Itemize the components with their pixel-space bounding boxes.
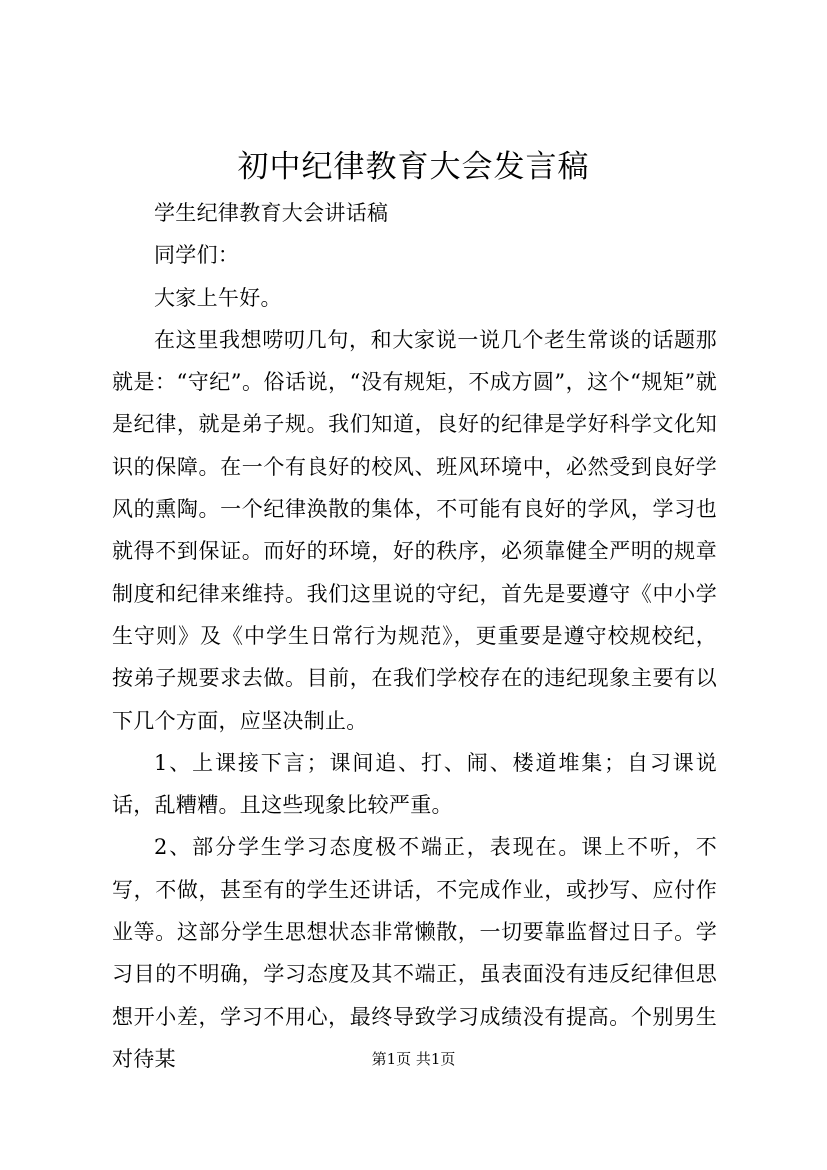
- document-title: 初中纪律教育大会发言稿: [237, 149, 590, 185]
- page-number: 第1页 共1页: [371, 1050, 456, 1068]
- paragraph-introduction: 在这里我想唠叨几句，和大家说一说几个老生常谈的话题那就是：“守纪”。俗话说，“没有规矩，不成方圆”，这个“规矩”就是纪律，就是弟子规。我们知道，良好的纪律是学好科学文化知识的保障。在一个有良好的校风、班风环境中，必然受到良好学风的熏陶。一个纪律涣散的集体，不可能有良好的学风，学习也就得不到保证。而好的环境，好的秩序，必须靠健全严明的规章制度和纪律来维持。我们这里说的守纪，首先是要遵守《中小学生守则》及《中学生日常行为规范》，更重要是遵守校规校纪，按弟子规要求去做。目前，在我们学校存在的违纪现象主要有以下几个方面，应坚决制止。: [112, 327, 717, 733]
- paragraph-point-2: 2、部分学生学习态度极不端正，表现在。课上不听，不写，不做，甚至有的学生还讲话，不完成作业，或抄写、应付作业等。这部分学生思想状态非常懒散，一切要靠监督过日子。学习目的不明确，学习态度及其不端正，虽表面没有违反纪律但思想开小差，学习不用心，最终导致学习成绩没有提高。个别男生对待某: [112, 835, 717, 1071]
- paragraph-subtitle: 学生纪律教育大会讲话稿: [154, 201, 389, 225]
- document-body: [112, 192, 717, 1080]
- paragraph-salutation: 同学们：: [154, 243, 240, 268]
- paragraph-greeting: 大家上午好。: [154, 285, 282, 310]
- paragraph-point-1: 1、上课接下言；课间追、打、闹、楼道堆集；自习课说话，乱糟糟。且这些现象比较严重。: [112, 750, 717, 818]
